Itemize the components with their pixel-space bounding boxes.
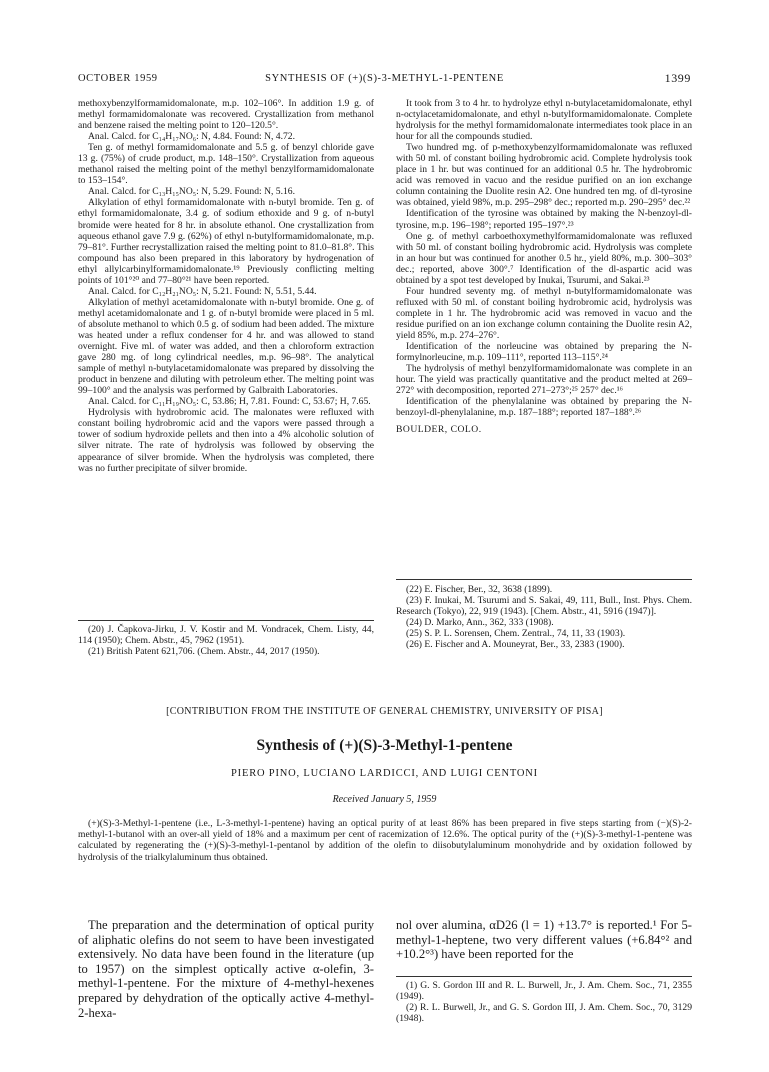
intro-right-column (396, 918, 692, 962)
reference: (23) F. Inukai, M. Tsurumi and S. Sakai, 49, 111, Bull., Inst. Phys. Chem. Research (Tokyo), 22, 919 (1943). [Chem. Abstr., 41, 5916 (1947)]. (396, 595, 692, 618)
reference: (25) S. P. L. Sorensen, Chem. Zentral., 74, 11, 33 (1903). (406, 628, 626, 640)
author-line: PIERO PINO, LUCIANO LARDICCI, AND LUIGI CENTONI (231, 768, 538, 779)
paragraph: Hydrolysis with hydrobromic acid. The malonates were refluxed with constant boiling hydrobromic acid and the vapors were passed through a tower of sodium hydroxide pellets and then into a 4% alcoholic solution of silver nitrate. The rate of hydrolysis was followed by observing the appearance of silver bromide. When the hydrolysis was completed, there was no further precipitate of silver bromide. (78, 407, 374, 474)
footnotes (396, 980, 692, 1024)
footnote: (2) R. L. Burwell, Jr., and G. S. Gordon III, J. Am. Chem. Soc., 70, 3129 (1948). (396, 1002, 692, 1025)
paragraph: Four hundred seventy mg. of methyl n-butylformamidomalonate was refluxed with 50 ml. of constant boiling hydrobromic acid, hydrolysis was complete in 1 hr. The hydrobromic acid was removed in vacuo and the residue purified on an ion exchange column containing the Duolite resin A2, yield 85%, m.p. 274–276°. (396, 285, 692, 341)
running-header-date: OCTOBER 1959 (78, 73, 158, 84)
references-right (396, 584, 692, 650)
paragraph: The preparation and the determination of optical purity of aliphatic olefins do not seem to have been investigated extensively. No data have been found in the literature (up to 1957) on the simplest optically active α-olefin, 3-methyl-1-pentene. For the mixture of 4-methyl-hexenes prepared by dehydration of the optically active 4-methyl-2-hexa- (78, 918, 374, 1020)
abstract-text: (+)(S)-3-Methyl-1-pentene (i.e., L-3-methyl-1-pentene) having an optical purity of at least 86% has been prepared in five steps starting from (−)(S)-2-methyl-1-butanol with an over-all yield of 18% and a maximum per cent of racemization of 12.6%. The optical purity of the (+)(S)-3-methyl-1-pentene was calculated by regenerating the (+)(S)-3-methyl-1-pentanol by addition of the olefin to diisobutylaluminum monohydride and by oxidation followed by hydrolysis of the trialkylaluminum thus obtained. (78, 818, 692, 863)
paragraph: Alkylation of ethyl formamidomalonate with n-butyl bromide. Ten g. of ethyl formamidomalonate, 3.4 g. of sodium ethoxide and 9 g. of n-butyl bromide were heated for 8 hr. in absolute ethanol. One crystallization from aqueous ethanol gave 7.9 g. (62%) of ethyl n-butylformamidomalonate, m.p. 79–81°. Further recrystallization raised the melting point to 81.0–81.8°. This compound has also been prepared in this laboratory by hydrogenation of ethyl allylcarbinylformamidomalonate.¹⁹ Previously conflicting melting points of 101°²⁰ and 77–80°²¹ have been reported. (78, 197, 374, 286)
paragraph: methoxybenzylformamidomalonate, m.p. 102–106°. In addition 1.9 g. of methyl formamidomalonate was recovered. Crystallization from methanol and benzene raised the melting point to 120–120.5°. (78, 98, 374, 132)
intro-left-column (78, 918, 374, 1020)
paragraph: It took from 3 to 4 hr. to hydrolyze ethyl n-butylacetamidomalonate, ethyl n-octylacetamidomalonate, and ethyl n-butylformamidomalonate. Complete hydrolysis for the methyl formamidomalonate intermediates took place in an hour for all the compounds studied. (396, 98, 692, 143)
received-date: Received January 5, 1959 (332, 794, 437, 805)
footnote: (1) G. S. Gordon III and R. L. Burwell, Jr., J. Am. Chem. Soc., 71, 2355 (1949). (396, 980, 692, 1003)
reference: (21) British Patent 621,706. (Chem. Abstr., 44, 2017 (1950). (88, 646, 320, 658)
footnote-rule (396, 976, 692, 977)
paragraph: Identification of the norleucine was obtained by preparing the N-formylnorleucine, m.p. 109–111°, reported 113–115°.²⁴ (396, 341, 692, 364)
paragraph: nol over alumina, αD26 (l = 1) +13.7° is reported.¹ For 5-methyl-1-heptene, two very different values (+6.84°² and +10.2°³) have been reported for the (396, 918, 692, 962)
footnote-rule (78, 620, 374, 621)
reference: (26) E. Fischer and A. Mouneyrat, Ber., 33, 2383 (1900). (406, 639, 625, 651)
reference: (22) E. Fischer, Ber., 32, 3638 (1899). (406, 584, 553, 595)
references-left (78, 624, 374, 657)
paragraph: One g. of methyl carboethoxymethylformamidomalonate was refluxed with 50 ml. of constant boiling hydrobromic acid. Hydrolysis was complete in an hour but was continued for another 0.5 hr., yield 80%, m.p. 300–303° dec.; reported, above 300°.⁷ Identification of the dl-aspartic acid was obtained by a spot test developed by Inukai, Tsurumi, and Sakai.²³ (396, 230, 692, 286)
paragraph: Anal. Calcd. for C₁₁H₁₉NO₅: C, 53.86; H, 7.81. Found: C, 53.67; H, 7.65. (88, 396, 371, 408)
reference: (24) D. Marko, Ann., 362, 333 (1908). (406, 617, 554, 629)
abstract (78, 818, 692, 863)
page-number: 1399 (664, 71, 691, 85)
location-signoff: BOULDER, COLO. (396, 424, 482, 436)
paragraph: Identification of the tyrosine was obtained by making the N-benzoyl-dl-tyrosine, m.p. 196–198°; reported 195–197°.²³ (396, 208, 692, 231)
paragraph: Alkylation of methyl acetamidomalonate with n-butyl bromide. One g. of methyl acetamidomalonate and 1 g. of n-butyl bromide were placed in 5 ml. of absolute methanol to which 0.5 g. of sodium had been added. The mixture was heated under a reflux condenser for 4 hr. and was allowed to stand overnight. Five ml. of water was added, and then a chloroform extraction gave 280 mg. of long cylindrical needles, m.p. 96–98°. The analytical sample of methyl n-butylacetamidomalonate was prepared by dissolving the product in benzene and diluting with petroleum ether. The melting point was 99–100° and the analysis was performed by Galbraith Laboratories. (78, 296, 374, 397)
right-column (396, 98, 692, 435)
paragraph: Two hundred mg. of p-methoxybenzylformamidomalonate was refluxed with 50 ml. of constant boiling hydrobromic acid. Complete hydrolysis took place in 1 hr. but was continued for an additional 0.5 hr. The hydrobromic acid was removed in vacuo and the residue purified on an ion exchange column containing the Duolite resin A2. One hundred ten mg. of dl-tyrosine was obtained, yield 98%, m.p. 295–298° dec.; reported m.p. 290–295° dec.²² (396, 142, 692, 209)
paragraph: Anal. Calcd. for C₁₃H₁₅NO₅: N, 5.29. Found: N, 5.16. (88, 186, 295, 198)
article-title: Synthesis of (+)(S)-3-Methyl-1-pentene (256, 737, 513, 754)
reference: (20) J. Čapkova-Jirku, J. V. Kostir and M. Vondracek, Chem. Listy, 44, 114 (1950); Chem. Abstr., 45, 7962 (1951). (78, 624, 374, 647)
contribution-line: [CONTRIBUTION FROM THE INSTITUTE OF GENERAL CHEMISTRY, UNIVERSITY OF PISA] (166, 706, 603, 717)
paragraph: Anal. Calcd. for C₁₂H₂₁NO₅: N, 5.21. Found: N, 5.51, 5.44. (88, 285, 317, 297)
paragraph: Ten g. of methyl formamidomalonate and 5.5 g. of benzyl chloride gave 13 g. (75%) of crude product, m.p. 148–150°. Crystallization from aqueous methanol raised the melting point of the methyl benzylformamidomalonate to 153–154°. (78, 142, 374, 187)
paragraph: The hydrolysis of methyl benzylformamidomalonate was complete in an hour. The yield was practically quantitative and the product melted at 269–272° with decomposition, reported 271–273°;²⁵ 257° dec.¹⁶ (396, 363, 692, 397)
paragraph: Anal. Calcd. for C₁₄H₁₇NO₆: N, 4.84. Found: N, 4.72. (88, 131, 295, 143)
paragraph: Identification of the phenylalanine was obtained by preparing the N-benzoyl-dl-phenylalanine, m.p. 187–188°; reported 187–188°.²⁶ (396, 396, 692, 419)
left-column (78, 98, 374, 474)
footnote-rule (396, 579, 692, 580)
running-header-title: SYNTHESIS OF (+)(S)-3-METHYL-1-PENTENE (265, 73, 504, 84)
